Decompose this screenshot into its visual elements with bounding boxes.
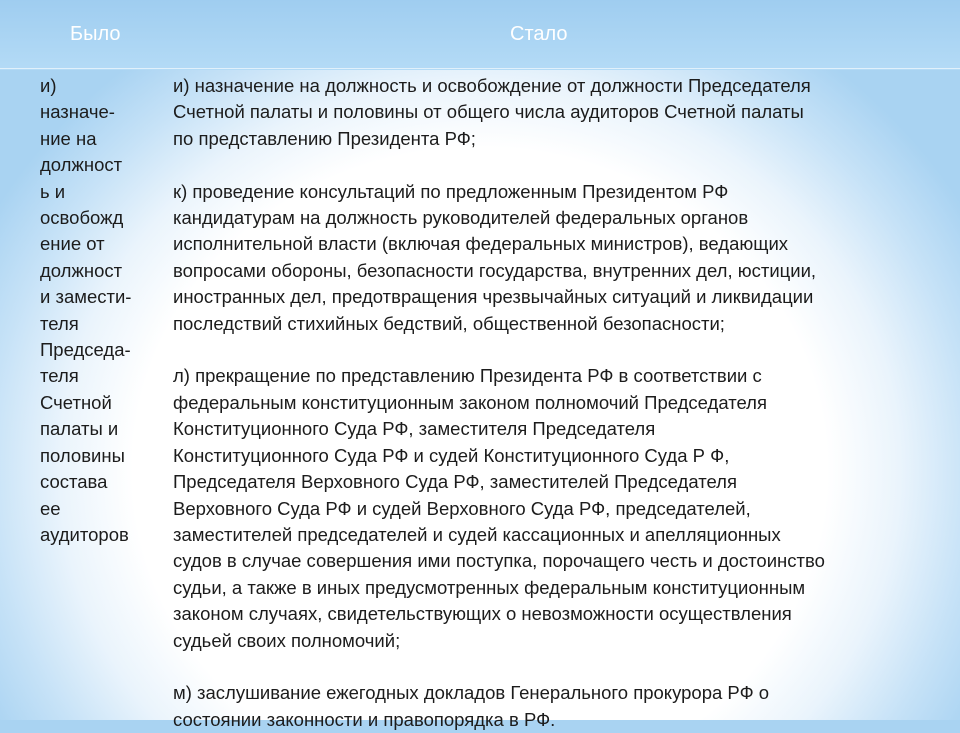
header-new: Стало — [160, 0, 960, 69]
header-old: Было — [0, 0, 160, 69]
table-row — [0, 69, 960, 733]
header-row — [0, 0, 960, 69]
new-text-cell: и) назначение на должность и освобождение от должности Председателя Счетной палаты и половины от общего числа аудиторов Счетной палаты по представлению Президента РФ; к) проведение консультаций по предложенным Президентом РФ кандидатурам на должность руководителей федеральных органов исполнительной власти (включая федеральных министров), ведающих вопросами обороны, безопасности государства, внутренних дел, юстиции, иностранных дел, предотвращения чрезвычайных ситуаций и ликвидации последствий стихийных бедствий, общественной безопасности; л) прекращение по представлению Президента РФ в соответствии с федеральным конституционным законом полномочий Председателя Конституционного Суда РФ, заместителя Председателя Конституционного Суда РФ и судей Конституционного Суда Р Ф, Председателя Верховного Суда РФ, заместителей Председателя Верховного Суда РФ и судей Верховного Суда РФ, председателей, заместителей председателей и судей кассационных и апелляционных судов в случае совершения ими поступка, порочащего честь и достоинство судьи, а также в иных предусмотренных федеральным конституционным законом случаях, свидетельствующих о невозможности осуществления судьей своих полномочий; м) заслушивание ежегодных докладов Генерального прокурора РФ о состоянии законности и правопорядка в РФ. — [160, 69, 960, 733]
old-text-cell: и) назначе- ние на должност ь и освобожд ение от должност и замести- теля Председа- теля Счетной палаты и половины состава ее аудиторов — [0, 69, 160, 733]
